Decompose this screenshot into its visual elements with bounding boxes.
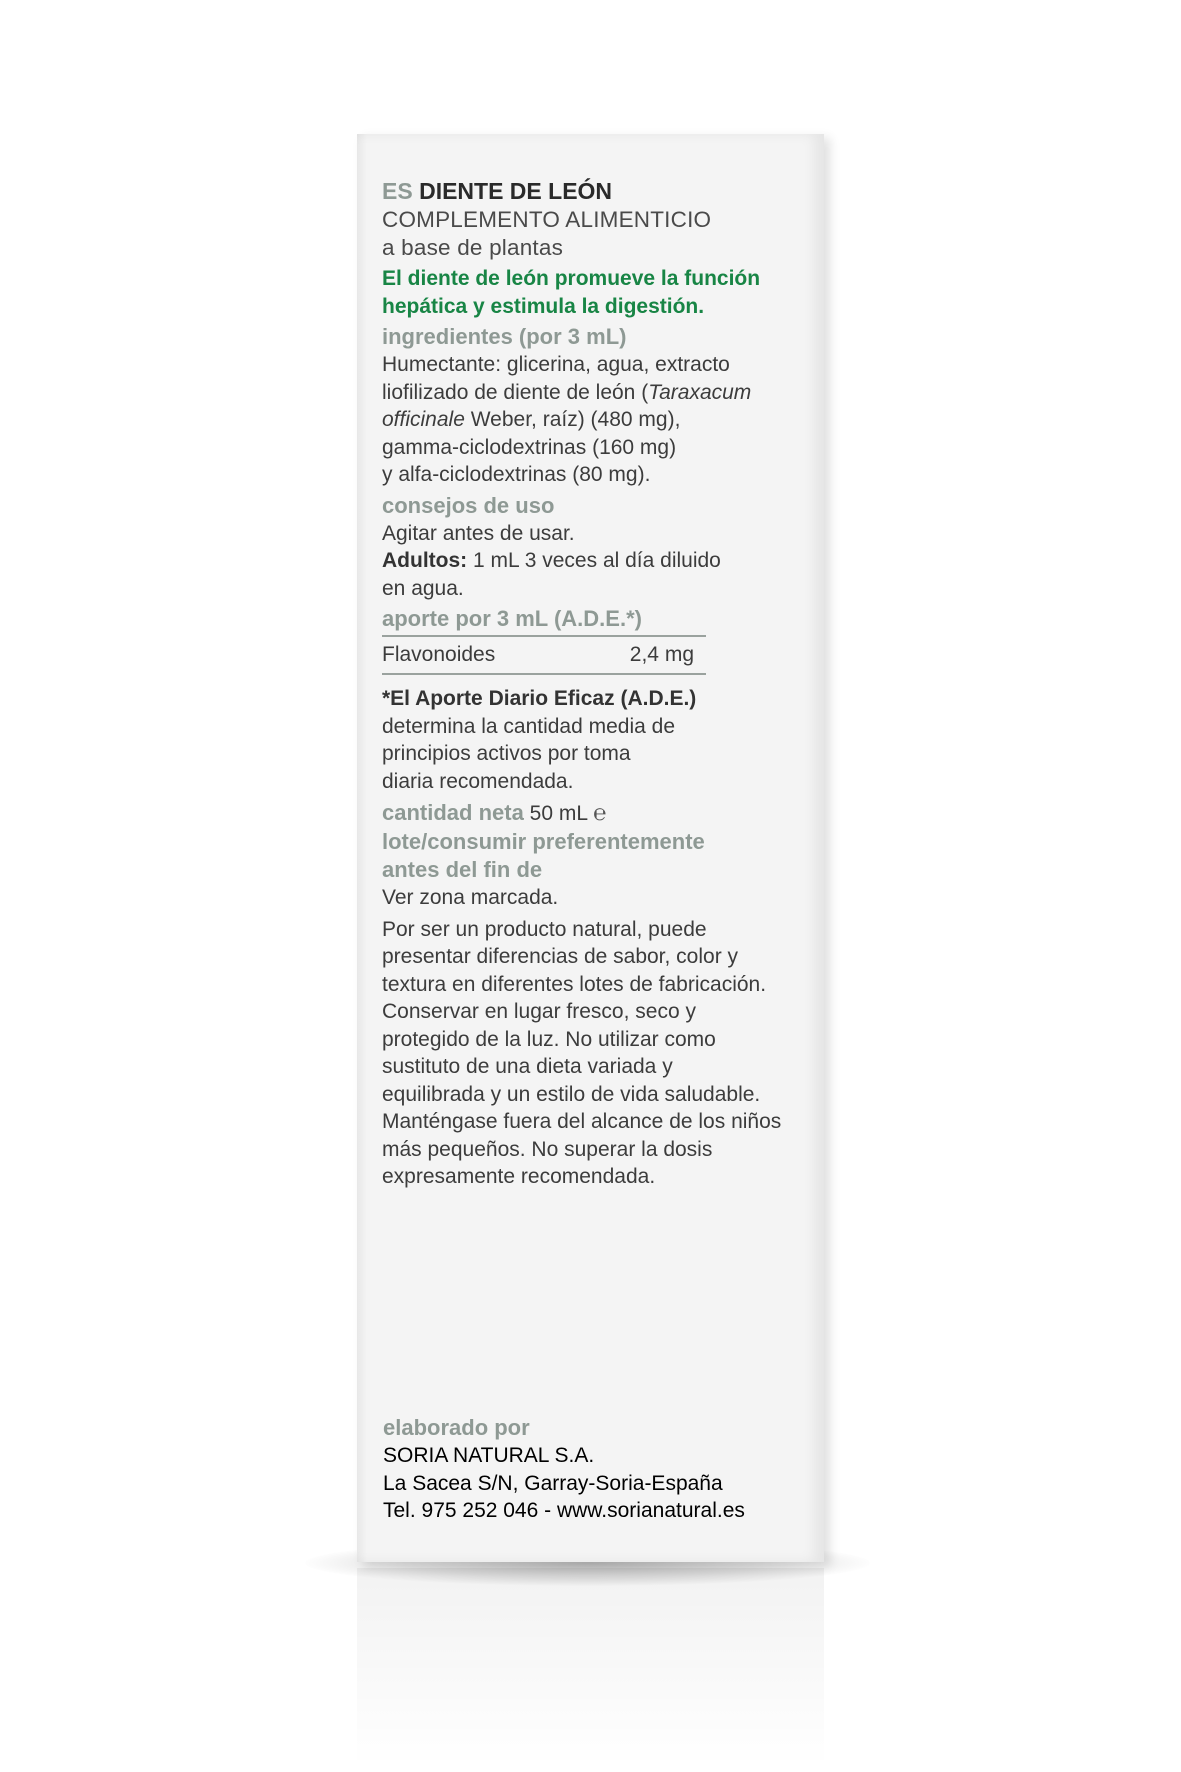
usage-line-1: Agitar antes de usar. xyxy=(382,521,575,545)
warning-line-3: textura en diferentes lotes de fabricación. xyxy=(382,972,767,996)
estimated-sign-icon: ℮ xyxy=(593,800,607,825)
ingredients-heading: ingredientes (por 3 mL) xyxy=(382,324,627,349)
nutrient-value: 2,4 mg xyxy=(629,643,694,666)
lot-heading-line-1: lote/consumir preferentemente xyxy=(382,829,705,854)
warning-line-2: presentar diferencias de sabor, color y xyxy=(382,945,739,968)
subtitle-line-1: COMPLEMENTO ALIMENTICIO xyxy=(382,207,712,232)
adults-label: Adultos: xyxy=(382,549,468,572)
warning-line-1: Por ser un producto natural, puede xyxy=(382,917,707,941)
usage-line-3: en agua. xyxy=(382,576,464,600)
manufacturer-contact: Tel. 975 252 046 - www.sorianatural.es xyxy=(383,1499,745,1522)
ade-note-line-3: diaria recomendada. xyxy=(382,769,574,793)
table-row xyxy=(382,637,706,673)
manufacturer-heading: elaborado por xyxy=(383,1415,530,1440)
warning-line-5: protegido de la luz. No utilizar como xyxy=(382,1027,716,1051)
ade-note-title: *El Aporte Diario Eficaz (A.D.E.) xyxy=(382,687,697,710)
product-name: DIENTE DE LEÓN xyxy=(419,178,613,204)
net-quantity-value: 50 mL xyxy=(523,802,588,825)
ade-note-line-2: principios activos por toma xyxy=(382,742,631,765)
latin-species: officinale xyxy=(382,408,465,431)
manufacturer-name: SORIA NATURAL S.A. xyxy=(383,1444,595,1467)
subtitle-line-2: a base de plantas xyxy=(382,235,564,260)
net-quantity-label: cantidad neta xyxy=(382,800,524,825)
language-code: ES xyxy=(382,178,413,204)
ingredients-line-5: y alfa-ciclodextrinas (80 mg). xyxy=(382,463,651,486)
ingredients-line-3-text: Weber, raíz) (480 mg), xyxy=(464,408,681,431)
warning-line-6: sustituto de una dieta variada y xyxy=(382,1055,673,1078)
lot-text: Ver zona marcada. xyxy=(382,886,559,909)
warning-line-7: equilibrada y un estilo de vida saludable. xyxy=(382,1082,761,1106)
box-reflection xyxy=(357,1568,824,1768)
usage-line-2 xyxy=(382,547,812,575)
ingredients-line-4: gamma-ciclodextrinas (160 mg) xyxy=(382,435,677,459)
claim-line-2: hepática y estimula la digestión. xyxy=(382,294,705,318)
ingredients-line-1: Humectante: glicerina, agua, extracto xyxy=(382,353,730,376)
warning-line-4: Conservar en lugar fresco, seco y xyxy=(382,1000,696,1023)
contribution-table xyxy=(382,635,706,675)
lot-heading-line-2: antes del fin de xyxy=(382,857,543,882)
warning-line-8: Manténgase fuera del alcance de los niños xyxy=(382,1110,782,1133)
claim-line-1: El diente de león promueve la función xyxy=(382,267,761,290)
net-quantity xyxy=(382,798,812,828)
ingredients-line-3 xyxy=(382,406,812,434)
label-content xyxy=(382,176,812,1191)
usage-heading: consejos de uso xyxy=(382,492,555,518)
contribution-heading: aporte por 3 mL (A.D.E.*) xyxy=(382,606,642,631)
ingredients-line-2-text: liofilizado de diente de león ( xyxy=(382,380,649,404)
adults-dose: 1 mL 3 veces al día diluido xyxy=(467,549,721,572)
manufacturer-block xyxy=(383,1414,813,1525)
ingredients-line-2 xyxy=(382,379,812,407)
product-title xyxy=(382,176,812,206)
manufacturer-address: La Sacea S/N, Garray-Soria-España xyxy=(383,1471,723,1495)
warning-line-9: más pequeños. No superar la dosis xyxy=(382,1137,713,1161)
nutrient-name: Flavonoides xyxy=(382,643,496,666)
ade-note-line-1: determina la cantidad media de xyxy=(382,714,676,738)
latin-genus: Taraxacum xyxy=(648,380,752,404)
warning-line-10: expresamente recomendada. xyxy=(382,1165,656,1188)
